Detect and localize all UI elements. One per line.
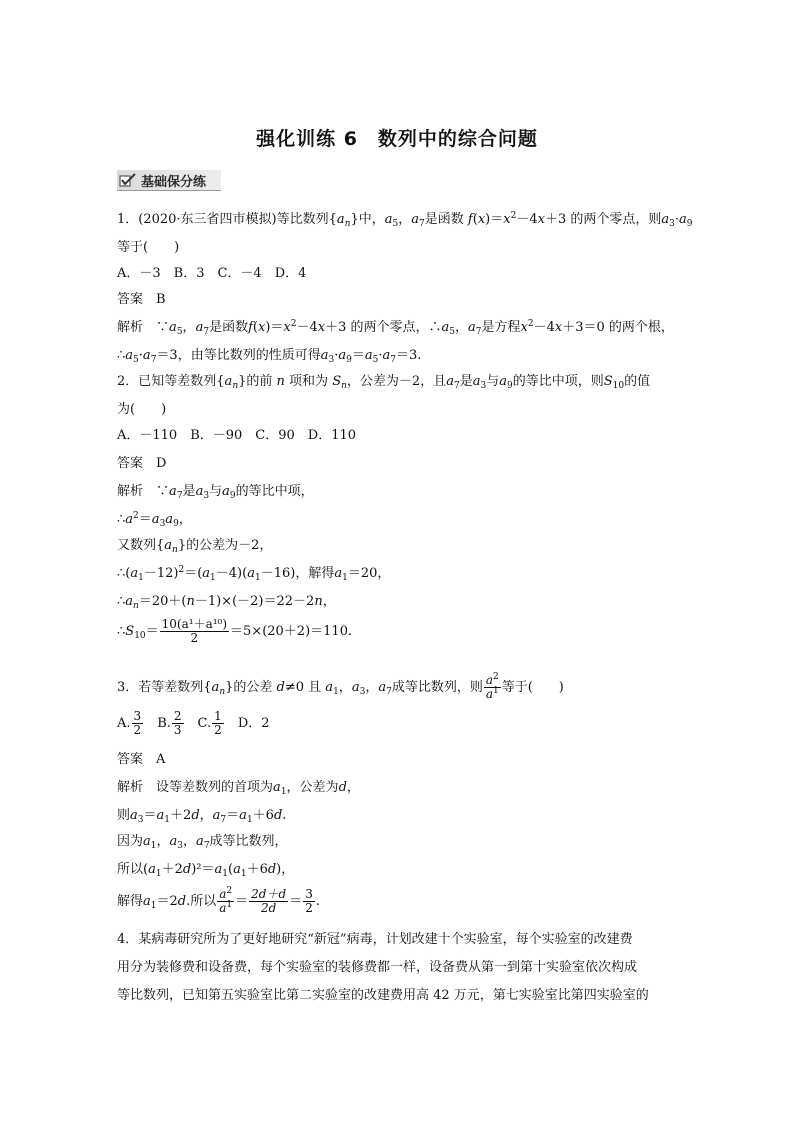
fraction: $\frac{2}{3}$ — [173, 709, 182, 737]
q3-analysis-line4: 所以$(a_1+2d)^2=a_1(a_1+6d)$， — [117, 862, 295, 879]
fraction: $\frac{a^2}{a^1}$ — [219, 886, 233, 915]
q1-options: A．－3 B．3 C．－4 D．4 — [117, 266, 307, 281]
q2-analysis-line4: $\therefore(a_1-12)^2=(a_1-4)(a_1-16)$，解得$a_1=20$， — [117, 565, 391, 583]
q3-analysis-line1: 解析 设等差数列的首项为$a_1$，公差为d， — [117, 780, 360, 797]
q2-options: A．－110 B．－90 C．90 D．110 — [117, 428, 357, 443]
q1-analysis-line1: 解析 $\because a_5$，$a_7$是函数$f(x)=x^2-4x+3$ 的两个零点，$\therefore a_5$，$a_7$是方程$x^2-4x+3=0$ 的两个根， — [117, 319, 674, 337]
q3-analysis-line5: 解得$a_1=2d$.所以 $\frac{a^2}{a^1}$ ＝ $\frac{2d+d}{2d}$ ＝ $\frac{3}{2}$ . — [117, 886, 320, 915]
q2-analysis-line6: $\therefore S_{10}=$ $\frac{\text{10(a¹＋a¹⁰)}}{2}$ ＝5×(20＋2)＝110. — [117, 617, 353, 645]
check-square-icon — [119, 173, 137, 187]
fraction: $\frac{a^2}{a^1}$ — [485, 672, 499, 701]
q1-answer: 答案 B — [117, 292, 166, 307]
q1-stem-line1: 1．(2020·东三省四市模拟)等比数列$\{a_n\}$中，$a_5$，$a_7$是函数 $f(x)=x^2-4x+3$ 的两个零点，则$a_3\cdot a_9$ — [117, 211, 693, 229]
q2-analysis-line2: $\therefore a^2=a_3a_9$， — [117, 511, 192, 529]
fraction: $\frac{3}{2}$ — [305, 887, 313, 915]
q2-analysis-line1: 解析 $\because a_7$是$a_3$与$a_9$的等比中项， — [117, 484, 314, 501]
fraction: $\frac{\text{10(a¹＋a¹⁰)}}{2}$ — [161, 617, 228, 645]
q4-stem-line2: 用分为装修费和设备费，每个实验室的装修费都一样，设备费从第一到第十实验室依次构成 — [117, 960, 638, 975]
q2-analysis-line5: $\therefore a_n=20+(n-1)\times(-2)=22-2n$， — [117, 594, 336, 611]
q3-analysis-line3: 因为$a_1$，$a_3$，$a_7$成等比数列， — [117, 834, 288, 851]
q1-stem-line2: 等于( ) — [117, 240, 180, 255]
fraction: $\frac{1}{2}$ — [214, 709, 222, 737]
q2-answer: 答案 D — [117, 456, 167, 471]
section-header — [117, 170, 221, 191]
q1-analysis-line2: $\therefore a_5\cdot a_7=3$，由等比数列的性质可得$a_3\cdot a_9=a_5\cdot a_7=3$. — [117, 348, 422, 365]
q2-analysis-line3: 又数列$\{a_n\}$的公差为－2， — [117, 538, 273, 555]
q4-stem-line1: 4．某病毒研究所为了更好地研究“新冠”病毒，计划改建十个实验室，每个实验室的改建费 — [117, 932, 633, 947]
fraction: $\frac{3}{2}$ — [133, 709, 142, 737]
q2-stem-line2: 为( ) — [117, 402, 167, 417]
page-title: 强化训练 6 数列中的综合问题 — [256, 128, 538, 150]
q3-options: A. $\frac{3}{2}$ B. $\frac{2}{3}$ C. $\frac{1}{2}$ D．2 — [117, 709, 270, 737]
q3-stem-line1: 3．若等差数列$\{a_n\}$的公差 d≠0 且 $a_1$，$a_3$，$a_7$成等比数列，则 $\frac{a^2}{a^1}$ 等于( ) — [117, 672, 564, 701]
q4-stem-line3: 等比数列，已知第五实验室比第二实验室的改建费用高 42 万元，第七实验室比第四实验室的 — [117, 988, 649, 1003]
q3-answer: 答案 A — [117, 752, 166, 767]
section-label: 基础保分练 — [141, 174, 207, 190]
q3-analysis-line2: 则$a_3=a_1+2d$，$a_7=a_1+6d$. — [117, 808, 287, 825]
fraction: $\frac{2d+d}{2d}$ — [251, 887, 287, 915]
q2-stem-line1: 2．已知等差数列$\{a_n\}$的前 n 项和为 $S_n$，公差为－2，且$a_7$是$a_3$与$a_9$的等比中项，则$S_{10}$的值 — [117, 374, 651, 391]
